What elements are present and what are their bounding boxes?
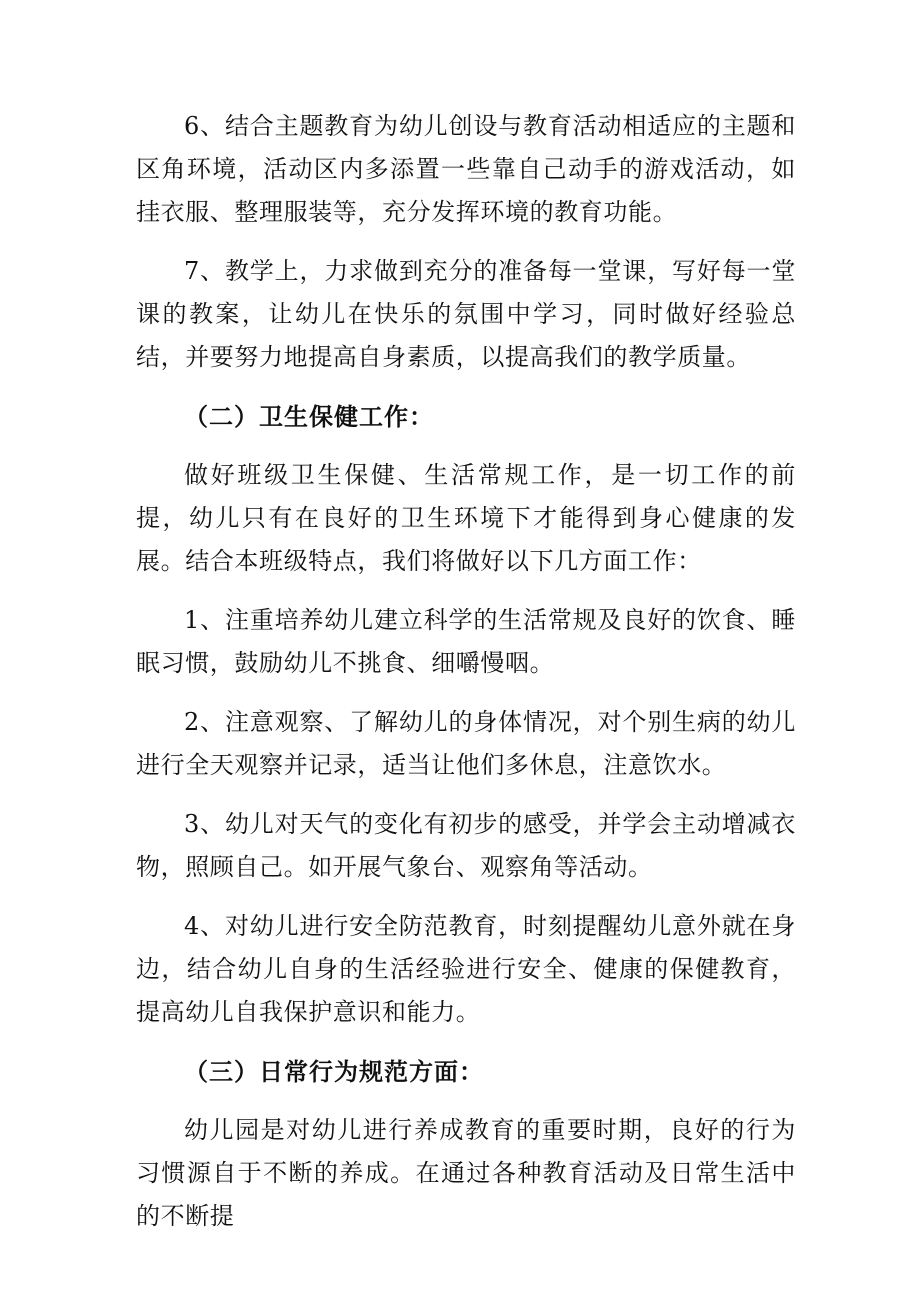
paragraph-health-item-4: 4、对幼儿进行安全防范教育，时刻提醒幼儿意外就在身边，结合幼儿自身的生活经验进行安全、健康的保健教育，提高幼儿自我保护意识和能力。 (136, 912, 796, 1026)
paragraph-item-7-teaching: 7、教学上，力求做到充分的准备每一堂课，写好每一堂课的教案，让幼儿在快乐的氛围中学习，同时做好经验总结，并要努力地提高自身素质，以提高我们的教学质量。 (136, 257, 796, 371)
paragraph-item-6-environment: 6、结合主题教育为幼儿创设与教育活动相适应的主题和区角环境，活动区内多添置一些靠自己动手的游戏活动，如挂衣服、整理服装等，充分发挥环境的教育功能。 (136, 112, 796, 226)
section-heading-daily-behavior: （三）日常行为规范方面： (184, 1057, 484, 1086)
paragraph-health-item-2: 2、注意观察、了解幼儿的身体情况，对个别生病的幼儿进行全天观察并记录，适当让他们多休息，注意饮水。 (136, 708, 796, 779)
paragraph-health-item-3: 3、幼儿对天气的变化有初步的感受，并学会主动增减衣物，照顾自己。如开展气象台、观察角等活动。 (136, 810, 796, 881)
document-body (136, 105, 796, 1254)
paragraph-health-intro: 做好班级卫生保健、生活常规工作，是一切工作的前提，幼儿只有在良好的卫生环境下才能得到身心健康的发展。结合本班级特点，我们将做好以下几方面工作： (136, 461, 796, 575)
section-heading-health-care: （二）卫生保健工作： (184, 402, 434, 431)
paragraph-behavior-intro: 幼儿园是对幼儿进行养成教育的重要时期，良好的行为习惯源自于不断的养成。在通过各种教育活动及日常生活中的不断提 (136, 1116, 796, 1230)
paragraph-health-item-1: 1、注重培养幼儿建立科学的生活常规及良好的饮食、睡眠习惯，鼓励幼儿不挑食、细嚼慢咽。 (136, 606, 796, 677)
